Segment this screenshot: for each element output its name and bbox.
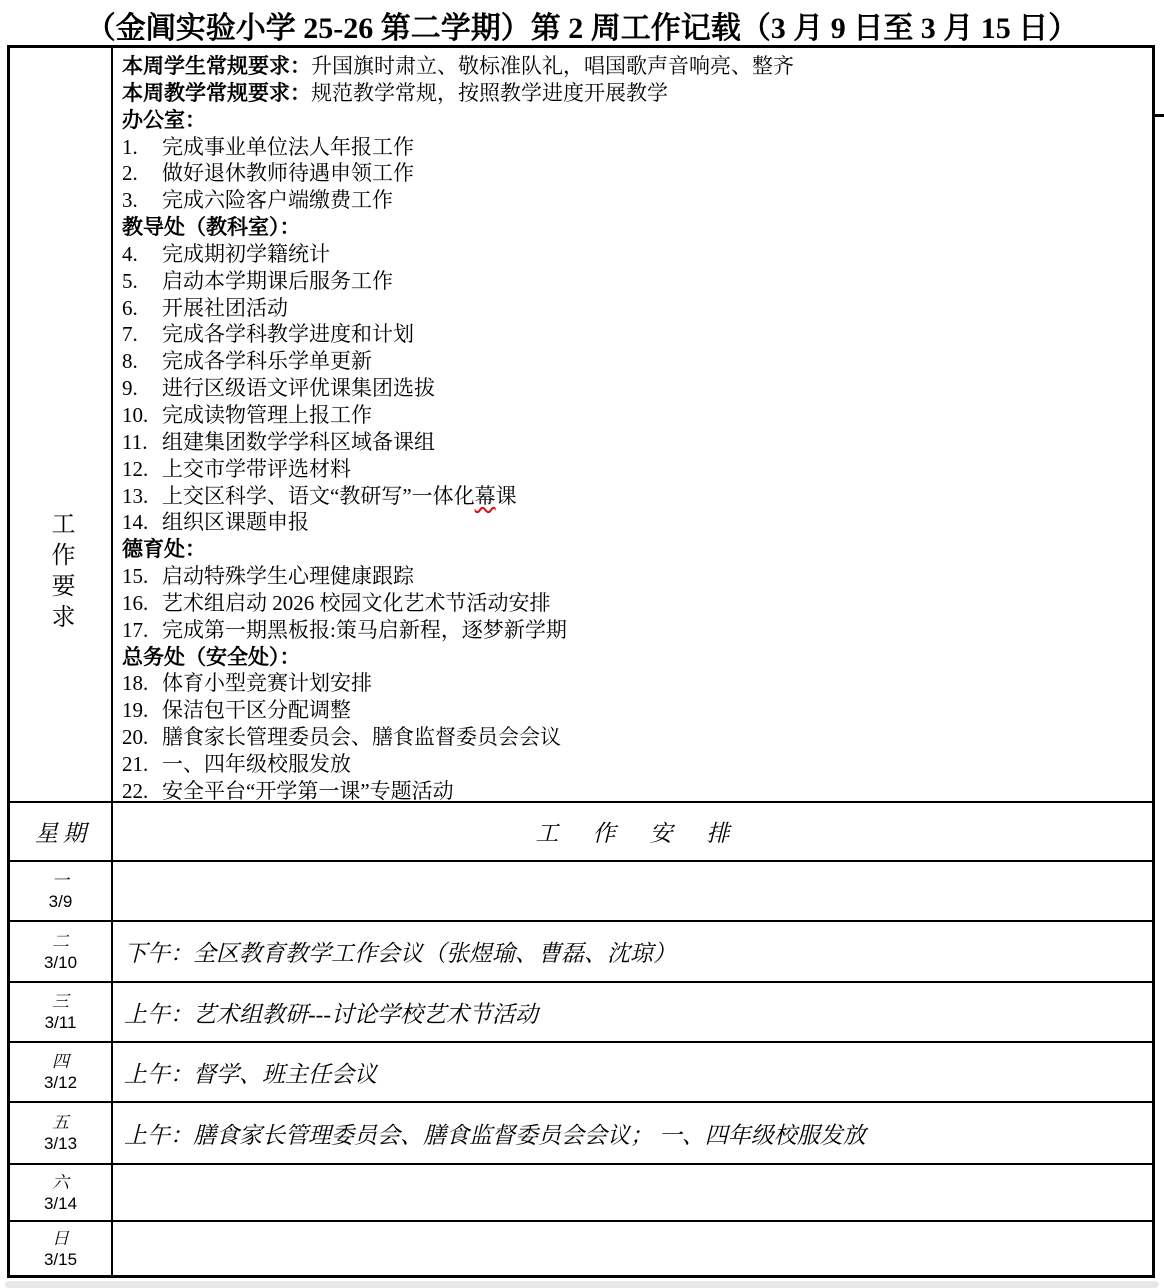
work-line: 2. 做好退休教师待遇申领工作 xyxy=(122,161,414,186)
bottom-scrollbar-track xyxy=(5,1281,1159,1288)
work-line: 14. 组织区课题申报 xyxy=(122,510,309,535)
work-line: 9. 进行区级语文评优课集团选拔 xyxy=(122,376,435,401)
day-date: 3/10 xyxy=(43,952,78,972)
day-date: 3/11 xyxy=(44,1013,77,1032)
work-line: 17. 完成第一期黑板报:策马启新程，逐梦新学期 xyxy=(122,617,567,642)
weekly-work-table xyxy=(7,45,1155,1278)
day-label-cell xyxy=(10,1103,113,1163)
day-name: 四 xyxy=(52,1052,69,1071)
section-heading: 德育处： xyxy=(122,537,206,562)
day-schedule-content xyxy=(113,1222,1152,1275)
work-line: 10. 完成读物管理上报工作 xyxy=(122,402,372,427)
schedule-day-row xyxy=(10,1043,1152,1103)
clipped-table-edge-line xyxy=(1155,114,1164,117)
work-line: 4. 完成期初学籍统计 xyxy=(122,241,330,266)
work-line: 21. 一、四年级校服发放 xyxy=(122,751,351,776)
day-name: 六 xyxy=(52,1172,69,1192)
work-line: 1. 完成事业单位法人年报工作 xyxy=(122,134,414,159)
schedule-day-row xyxy=(10,983,1152,1043)
section-heading: 教导处（教科室）： xyxy=(122,215,301,240)
day-label-cell xyxy=(10,922,113,981)
work-line: 5. 启动本学期课后服务工作 xyxy=(122,268,393,293)
day-label-cell xyxy=(10,983,113,1041)
day-name: 五 xyxy=(52,1113,69,1132)
section-heading: 总务处（安全处）： xyxy=(122,644,301,669)
work-line: 11. 组建集团数学学科区域备课组 xyxy=(122,429,435,454)
side-label-vertical: 工作要求 xyxy=(47,511,73,635)
day-schedule-content xyxy=(113,1165,1152,1220)
day-column-header: 星期 xyxy=(10,803,113,860)
work-requirements-row xyxy=(10,48,1152,803)
schedule-day-row xyxy=(10,922,1152,983)
schedule-day-row xyxy=(10,1103,1152,1165)
work-line: 本周教学常规要求：规范教学常规，按照教学进度开展教学 xyxy=(122,80,668,105)
day-date: 3/14 xyxy=(43,1193,78,1213)
schedule-day-row xyxy=(10,1165,1152,1222)
work-line: 19. 保洁包干区分配调整 xyxy=(122,698,351,723)
section-heading: 办公室： xyxy=(122,107,206,132)
work-line: 本周学生常规要求：升国旗时肃立、敬标准队礼，唱国歌声音响亮、整齐 xyxy=(122,54,794,78)
day-schedule-content: 上午：督学、班主任会议 xyxy=(124,1061,377,1087)
work-requirements-cell xyxy=(113,48,1152,801)
schedule-column-header: 工作安排 xyxy=(535,821,764,846)
day-name: 一 xyxy=(52,871,69,890)
side-label-cell xyxy=(10,48,113,801)
work-line: 16. 艺术组启动 2026 校园文化艺术节活动安排 xyxy=(122,590,551,615)
work-line: 12. 上交市学带评选材料 xyxy=(122,456,351,481)
work-line: 8. 完成各学科乐学单更新 xyxy=(122,349,372,374)
page-title: （金阊实验小学 25-26 第二学期）第 2 周工作记载（3 月 9 日至 3 月 15 日） xyxy=(85,12,1079,45)
day-name: 二 xyxy=(52,931,69,951)
day-schedule-content: 下午：全区教育教学工作会议（张煜瑜、曹磊、沈琼） xyxy=(124,941,676,966)
day-label-cell xyxy=(10,1165,113,1220)
work-line: 22. 安全平台“开学第一课”专题活动 xyxy=(122,778,454,801)
day-schedule-content: 上午：艺术组教研---讨论学校艺术节活动 xyxy=(124,1001,538,1027)
day-date: 3/15 xyxy=(43,1249,78,1269)
work-line: 6. 开展社团活动 xyxy=(122,295,288,320)
work-line: 20. 膳食家长管理委员会、膳食监督委员会会议 xyxy=(122,725,561,750)
schedule-header-row xyxy=(10,803,1152,862)
spellcheck-marked-text: 幕 xyxy=(474,483,496,508)
work-line: 13. 上交区科学、语文“教研写”一体化幕课 xyxy=(122,483,517,508)
day-date: 3/13 xyxy=(43,1134,78,1153)
work-line: 15. 启动特殊学生心理健康跟踪 xyxy=(122,564,414,589)
day-name: 日 xyxy=(52,1228,69,1248)
work-line: 18. 体育小型竞赛计划安排 xyxy=(122,671,372,696)
day-schedule-content: 上午：膳食家长管理委员会、膳食监督委员会会议； 一、四年级校服发放 xyxy=(124,1122,866,1148)
schedule-day-row xyxy=(10,1222,1152,1275)
day-label-cell xyxy=(10,862,113,920)
day-schedule-content xyxy=(113,862,1152,920)
day-label-cell xyxy=(10,1043,113,1101)
day-date: 3/12 xyxy=(43,1073,78,1092)
schedule-day-row xyxy=(10,862,1152,922)
day-label-cell xyxy=(10,1222,113,1275)
work-line: 7. 完成各学科教学进度和计划 xyxy=(122,322,414,347)
day-name: 三 xyxy=(52,992,69,1011)
day-date: 3/9 xyxy=(48,892,73,911)
work-line: 3. 完成六险客户端缴费工作 xyxy=(122,188,393,213)
